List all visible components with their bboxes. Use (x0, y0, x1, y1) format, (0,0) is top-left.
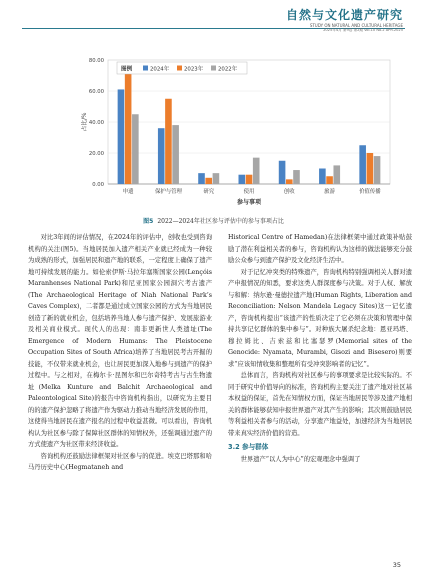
bar (246, 175, 253, 184)
bar (158, 128, 165, 184)
bar (293, 170, 300, 184)
bar (319, 169, 326, 185)
x-tick-label: 价值传播 (359, 189, 381, 195)
y-tick-label: 20.00 (88, 151, 104, 157)
bar (213, 173, 220, 184)
left-column (28, 232, 212, 474)
paragraph: 对比3年间的评估情况，在2024年的评估中，创收也受到咨询机构的关注(图5)。当地居民加入遗产相关产业就已经成为一种较为成熟的形式，加强居民和遗产地的联系，一定程度上确保了遗产地可持续发展的能力。如伦索伊斯·马拉年塞斯国家公园(Lençóis Maranhenses National Park)和尼亚国家公园洞穴考古遗产(The Archaeological Heritage of Niah National Park’s Caves Complex)，二者都是通过成立国家公园的方式为当地居民创造了新的就业机会，包括培养当地人参与遗产保护、发展旅游业及相关商业模式。现代人的出现：南非更新世人类遗址(The Emergence of Modern Humans: The Pleistocene Occupation Sites of South Africa)培养了当地居民考古开掘的技能，不仅带来就业机会，也让居民更加深入地参与到遗产的保护过程中。与之相对，在梅尔卡·昆图尔和巴尔奇特考古与古生物遗址(Melka Kunture and Balchit Archaeological and Paleontological Site)的报告中咨询机构指出，以研究为主要目的的遗产保护忽略了将遗产作为驱动力推动当地经济发展的作用，这使得当地居民在遗产报名的过程中收益甚微。可以看出，咨询机构认为社区参与除了保障社区群体的知情权外，还强调通过遗产的方式使遗产为社区带来经济收益。 (28, 234, 212, 448)
y-tick-label: 0.00 (92, 182, 104, 188)
paragraph: 总体而言，咨询机构对社区参与的事项要求是比较实际的。不同于研究中价值导向的标准，咨询机构主要关注了遗产地对社区基本权益的保证，首先在知情权方面，保证当地居民等涉及遗产地相关的群体能够获知申报世界遗产对其产生的影响；其次则鼓励居民等利益相关者参与的活动，分享遗产地益处，加速经济为当地居民带来真实经济价值的营造。 (228, 372, 412, 437)
figure-caption (0, 216, 427, 225)
x-axis-label: 参与事项 (236, 199, 262, 206)
legend-label: 2024年 (150, 66, 170, 73)
bar (132, 114, 139, 184)
bar (359, 145, 366, 184)
bar (198, 173, 205, 184)
x-tick-label: 使用 (243, 189, 255, 195)
bar (253, 158, 260, 184)
figure-label: 图5 (143, 218, 154, 225)
legend-label: 2023年 (184, 66, 204, 73)
bar (279, 161, 286, 184)
y-axis-label: 占比/% (82, 112, 88, 132)
y-tick-label: 60.00 (88, 89, 104, 95)
figure-caption-text: 2022—2024年社区参与评估中的参与事项占比 (157, 218, 284, 225)
y-tick-label: 40.00 (88, 120, 104, 126)
paragraph: 咨询机构还鼓励法律框架对社区参与的促进。埃克巴塔那和哈马丹历史中心(Hegmataneh and (28, 452, 212, 471)
legend-swatch (177, 66, 182, 71)
bar (172, 125, 179, 184)
x-tick-label: 旅游 (324, 189, 335, 195)
journal-issue: 2025年4月 第9卷 第2期 Vol.10 No.2 APR.2025 (323, 28, 403, 32)
legend-title: 图例 (121, 66, 133, 73)
bar (125, 71, 132, 184)
x-tick-label: 研究 (203, 189, 215, 195)
bar (239, 175, 246, 184)
bar (374, 156, 381, 184)
y-tick-label: 80.00 (88, 58, 104, 64)
bar (165, 99, 172, 184)
bar (326, 176, 333, 184)
legend-label: 2022年 (218, 66, 238, 73)
bar (118, 89, 125, 184)
paragraph: Historical Centre of Hamedan)在法律框架中通过政策补贴鼓励了潜在利益相关者的参与，咨询机构认为这样的做法能够充分鼓励公众参与到遗产保护及文化经济生活中。 (228, 234, 412, 264)
bar (286, 179, 293, 184)
legend-swatch (143, 66, 148, 71)
bar (333, 165, 340, 184)
legend-swatch (211, 66, 216, 71)
paragraph: 对于记忆冲突类的特殊遗产，咨询机构特别强调相关人群对遗产申报情况的知悉，要求这类人群深度参与决策。对于人权、解放与和解：纳尔逊·曼德拉遗产地(Human Rights, Liberation and Reconciliation: Nelson Mandela Legacy Sites)这一记忆遗产，咨询机构提出“该遗产的性质决定了它必须在决策和管理中保持共享记忆群体的集中参与”。对种族大屠杀纪念地：恩亚玛塔、穆拉姆比、吉索兹和比塞瑟罗(Memorial sites of the Genocide: Nyamata, Murambi, Gisozi and Bisesero)则要求“应该知情收集和整理所有受冲突影响者的记忆”。 (228, 268, 412, 368)
journal-subtitle: STUDY ON NATURAL AND CULTURAL HERITAGE (309, 23, 403, 28)
section-heading: 3.2 参与群体 (228, 443, 269, 451)
journal-title: 自然与文化遗产研究 (285, 8, 403, 22)
bar (205, 178, 212, 184)
x-tick-label: 创收 (283, 189, 295, 195)
page-number: 35 (392, 561, 401, 569)
bar (367, 153, 374, 184)
paragraph: 世界遗产“以人为中心”的宏观理念中强调了 (240, 455, 361, 463)
x-tick-label: 申遗 (122, 189, 134, 195)
right-column (228, 232, 412, 465)
x-tick-label: 保护与管理 (154, 189, 182, 195)
